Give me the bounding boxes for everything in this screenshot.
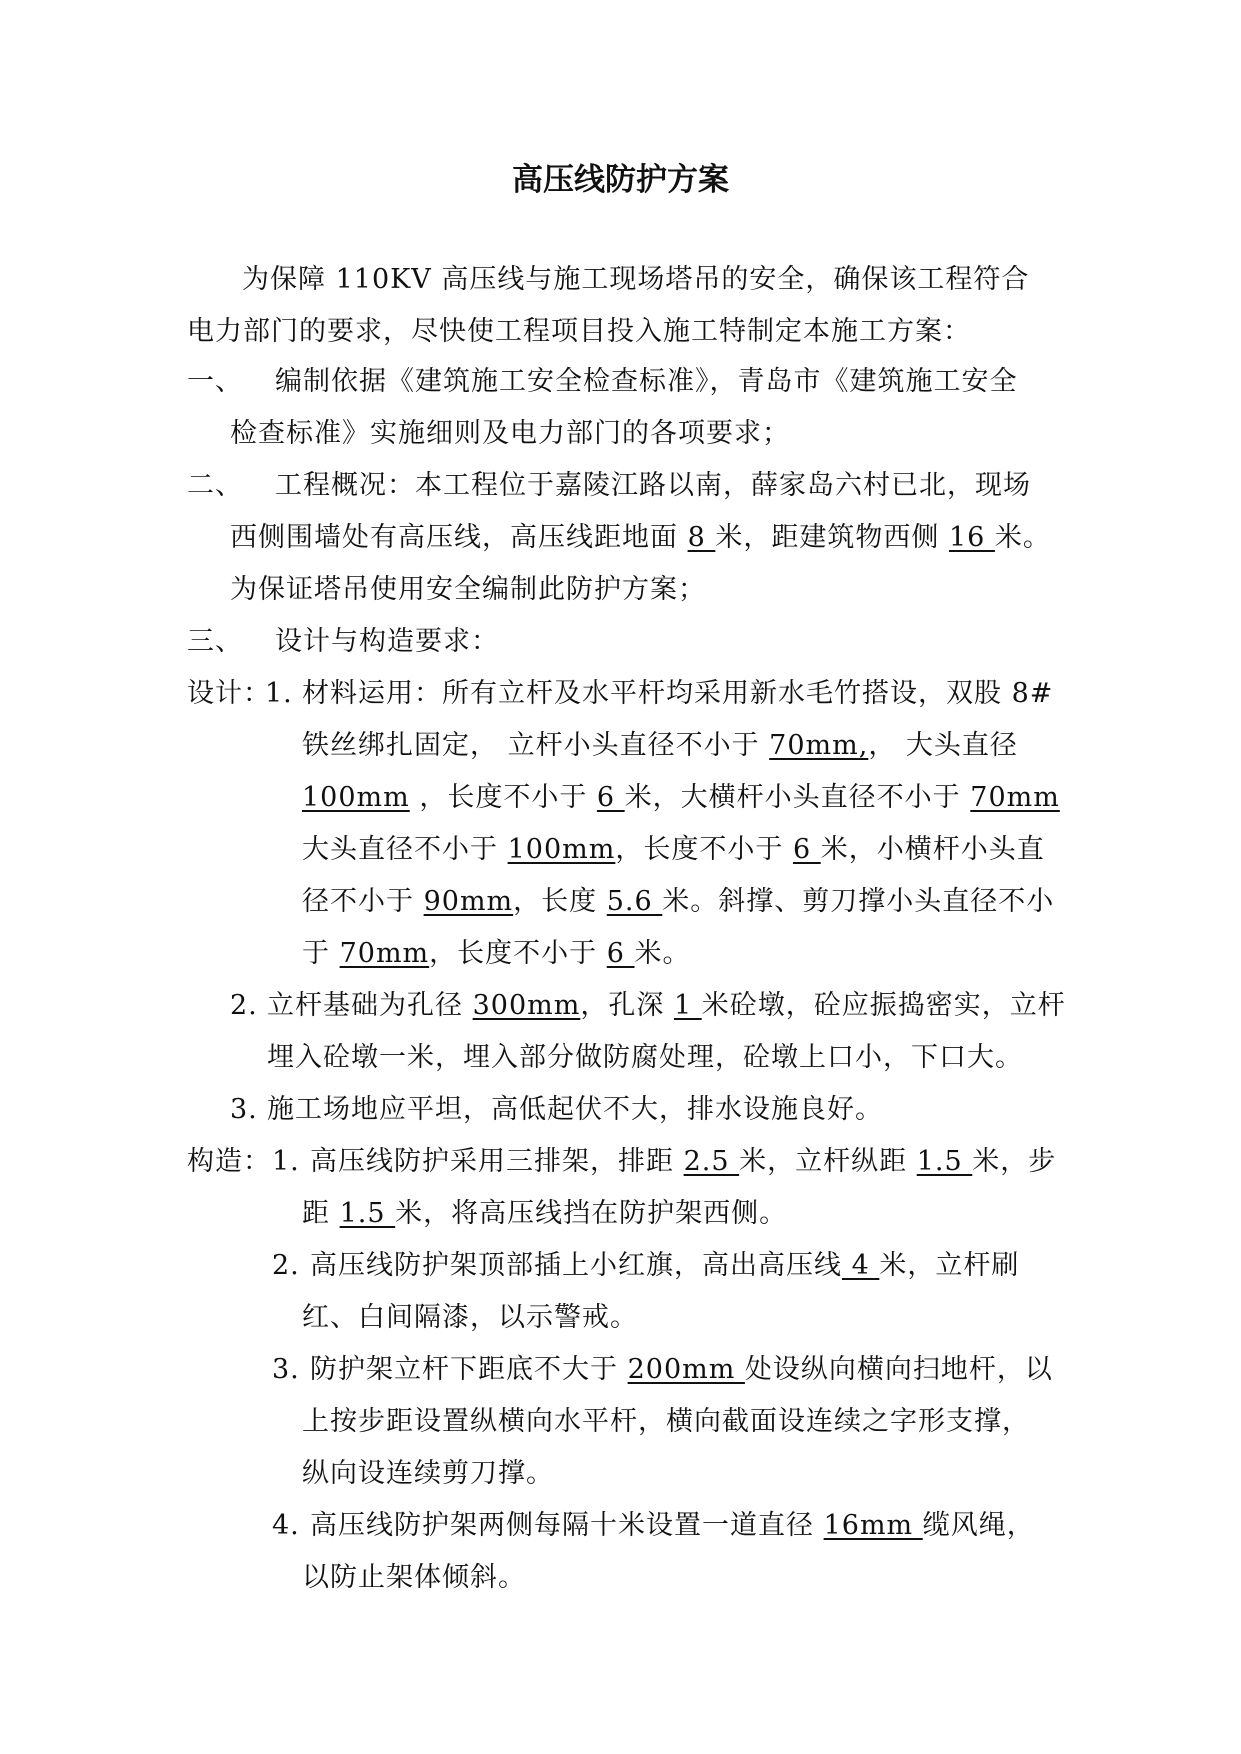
construction-item-1-line-2 — [302, 1194, 787, 1234]
text: 米。 — [994, 522, 1051, 553]
design-item-3-number: 3. — [230, 1094, 258, 1125]
text: 防护架立杆下距底不大于 — [310, 1354, 628, 1385]
text: 立杆基础为孔径 — [267, 990, 473, 1021]
underlined-value: 200mm — [627, 1354, 745, 1385]
intro-line-1: 为保障 110KV 高压线与施工现场塔吊的安全，确保该工程符合 — [242, 264, 1030, 295]
construction-item-3-line-3: 纵向设连续剪刀撑。 — [302, 1458, 554, 1489]
text: 大头直径不小于 — [302, 834, 508, 865]
design-item-2-line-2: 埋入砼墩一米，埋入部分做防腐处理，砼墩上口小，下口大。 — [267, 1042, 1023, 1073]
design-label: 设计： — [187, 678, 271, 709]
underlined-value: 70mm — [339, 938, 430, 969]
underlined-value: 100mm — [507, 834, 616, 865]
section-3-line-1: 设计与构造要求： — [275, 626, 499, 657]
section-1-line-1: 编制依据《建筑施工安全检查标准》，青岛市《建筑施工安全 — [275, 366, 1018, 397]
text: 米，立杆纵距 — [739, 1146, 917, 1177]
section-2-line-2 — [230, 518, 1051, 558]
text: 米，大横杆小头直径不小于 — [624, 782, 971, 813]
text: 高压线防护架顶部插上小红旗，高出高压线 — [310, 1250, 842, 1281]
text: 西侧围墙处有高压线，高压线距地面 — [230, 522, 688, 553]
construction-item-2-line-1 — [310, 1246, 1019, 1286]
text: ，长度不小于 — [429, 938, 607, 969]
underlined-value: 1 — [673, 990, 702, 1021]
construction-item-2-line-2: 红、白间隔漆，以示警戒。 — [302, 1302, 638, 1333]
ground-height-value: 8 — [687, 522, 716, 553]
design-item-1-line-3 — [302, 778, 1060, 818]
construction-item-3-number: 3. — [272, 1354, 300, 1385]
construction-item-4-number: 4. — [272, 1510, 300, 1541]
text: ，孔深 — [580, 990, 674, 1021]
section-2-number: 二、 — [187, 470, 243, 501]
design-item-1-line-2 — [302, 726, 1018, 766]
underlined-value: 6 — [792, 834, 821, 865]
underlined-value: 300mm — [472, 990, 581, 1021]
page-title: 高压线防护方案 — [512, 162, 729, 198]
section-3-number: 三、 — [187, 626, 243, 657]
text: 米，距建筑物西侧 — [715, 522, 949, 553]
underlined-value: 4 — [842, 1250, 880, 1281]
text: 铁丝绑扎固定， 立杆小头直径不小于 — [302, 730, 770, 761]
text: 缆风绳， — [922, 1510, 1035, 1541]
underlined-value: 6 — [596, 782, 625, 813]
text: 距 — [302, 1198, 340, 1229]
text: 于 — [302, 938, 340, 969]
underlined-value: 90mm — [423, 886, 514, 917]
design-item-3-line-1: 施工场地应平坦，高低起伏不大，排水设施良好。 — [267, 1094, 883, 1125]
underlined-value: 70mm — [970, 782, 1060, 813]
underlined-value: 16mm — [823, 1510, 923, 1541]
text: ，长度不小于 — [409, 782, 597, 813]
underlined-value: 1.5 — [916, 1146, 973, 1177]
text: 径不小于 — [302, 886, 424, 917]
construction-item-3-line-1 — [310, 1350, 1053, 1390]
text: 米。斜撑、剪刀撑小头直径不小 — [662, 886, 1055, 917]
design-item-1-number: 1. — [265, 678, 293, 709]
section-2-line-3: 为保证塔吊使用安全编制此防护方案； — [230, 574, 706, 605]
construction-item-1-number: 1. — [272, 1146, 300, 1177]
text: 米。 — [634, 938, 691, 969]
section-2-line-1: 工程概况：本工程位于嘉陵江路以南，薛家岛六村已北，现场 — [275, 470, 1031, 501]
text: 高压线防护架两侧每隔十米设置一道直径 — [310, 1510, 824, 1541]
intro-line-2: 电力部门的要求，尽快使工程项目投入施工特制定本施工方案： — [187, 316, 971, 347]
text: ，长度不小于 — [615, 834, 793, 865]
construction-label: 构造： — [187, 1146, 271, 1177]
construction-item-2-number: 2. — [272, 1250, 300, 1281]
underlined-value: 100mm — [302, 782, 410, 813]
text: 米，步 — [972, 1146, 1057, 1177]
construction-item-3-line-2: 上按步距设置纵横向水平杆，横向截面设连续之字形支撑， — [302, 1406, 1030, 1437]
design-item-1-line-4 — [302, 830, 1045, 870]
design-item-1-line-1: 材料运用：所有立杆及水平杆均采用新水毛竹搭设，双股 8# — [302, 678, 1054, 709]
text: 米，将高压线挡在防护架西侧。 — [395, 1198, 788, 1229]
section-1-line-2: 检查标准》实施细则及电力部门的各项要求； — [230, 418, 790, 449]
building-distance-value: 16 — [948, 522, 995, 553]
text: ， 大头直径 — [868, 730, 1018, 761]
text: 高压线防护采用三排架，排距 — [310, 1146, 684, 1177]
design-item-1-line-6 — [302, 934, 691, 974]
underlined-value: 70mm, — [769, 730, 869, 761]
text: 米砼墩，砼应振捣密实，立杆 — [701, 990, 1066, 1021]
underlined-value: 5.6 — [606, 886, 663, 917]
construction-item-4-line-1 — [310, 1506, 1035, 1546]
design-item-1-line-5 — [302, 882, 1054, 922]
construction-item-1-line-1 — [310, 1142, 1056, 1182]
design-item-2-number: 2. — [230, 990, 258, 1021]
text: 米，立杆刷 — [879, 1250, 1020, 1281]
text: 处设纵向横向扫地杆，以 — [744, 1354, 1053, 1385]
underlined-value: 1.5 — [339, 1198, 396, 1229]
text: 米，小横杆小头直 — [820, 834, 1045, 865]
section-1-number: 一、 — [187, 366, 243, 397]
underlined-value: 6 — [606, 938, 635, 969]
text: ，长度 — [513, 886, 607, 917]
design-item-2-line-1 — [267, 986, 1066, 1026]
underlined-value: 2.5 — [683, 1146, 740, 1177]
construction-item-4-line-2: 以防止架体倾斜。 — [302, 1562, 526, 1593]
